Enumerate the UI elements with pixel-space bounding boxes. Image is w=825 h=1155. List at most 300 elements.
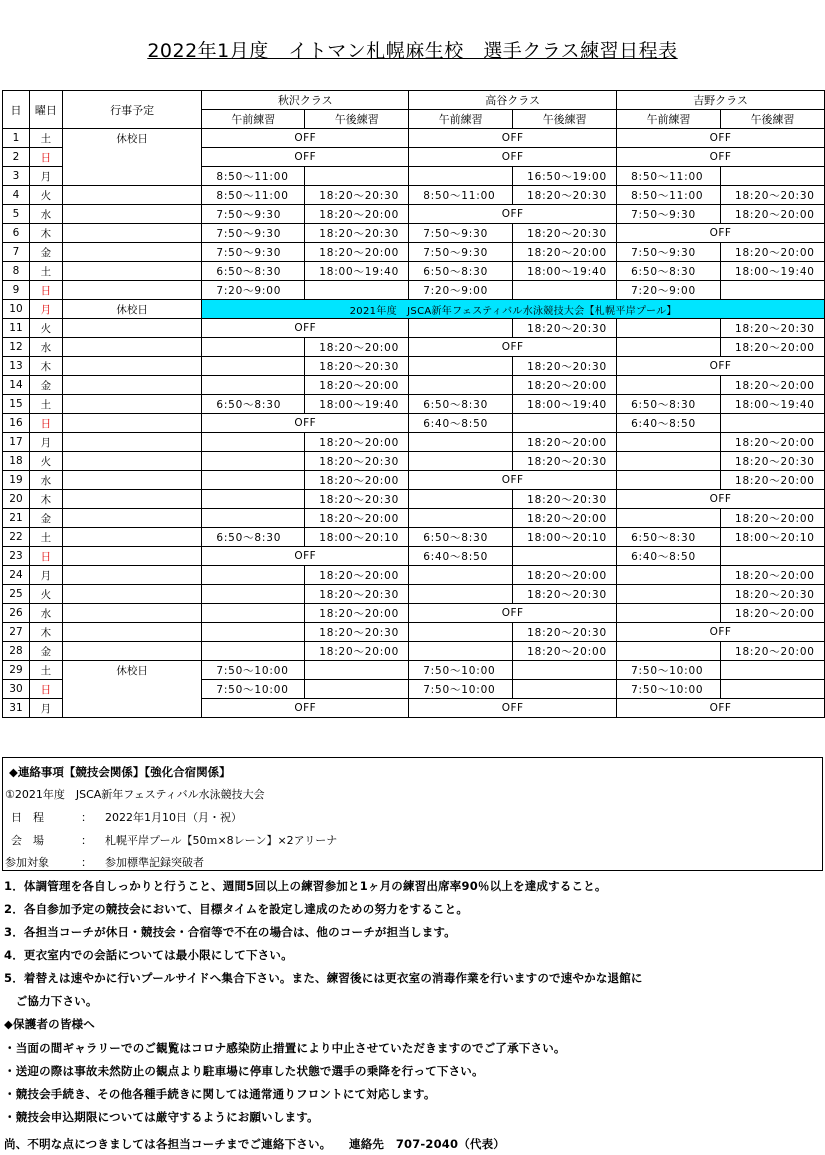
- practice-time: 18:20～20:30: [513, 623, 617, 642]
- day-number: 11: [3, 319, 30, 338]
- practice-time: 18:20～20:30: [720, 452, 824, 471]
- empty-cell: [202, 452, 305, 471]
- weekday: 火: [29, 319, 62, 338]
- off-cell: OFF: [202, 414, 409, 433]
- weekday: 月: [29, 167, 62, 186]
- day-number: 27: [3, 623, 30, 642]
- weekday: 土: [29, 262, 62, 281]
- schedule-table: [2, 90, 825, 718]
- header-class-akizawa: 秋沢クラス: [202, 91, 409, 110]
- rule-line: 1．体調管理を各自しっかりと行うこと、週間5回以上の練習参加と1ヶ月の練習出席率90％以上を達成すること。: [4, 879, 607, 893]
- header-weekday: 曜日: [29, 91, 62, 129]
- day-number: 30: [3, 680, 30, 699]
- practice-time: 16:50～19:00: [513, 167, 617, 186]
- practice-time: 18:20～20:30: [720, 585, 824, 604]
- day-number: 24: [3, 566, 30, 585]
- practice-time: 6:50～8:30: [202, 528, 305, 547]
- empty-cell: [513, 680, 617, 699]
- schedule-row: [3, 661, 825, 680]
- practice-time: 18:00～20:10: [720, 528, 824, 547]
- practice-time: 7:20～9:00: [409, 281, 513, 300]
- notice-label: 参加対象: [5, 856, 49, 869]
- empty-cell: [202, 357, 305, 376]
- empty-cell: [202, 490, 305, 509]
- practice-time: 8:50～11:00: [617, 167, 721, 186]
- weekday: 日: [29, 281, 62, 300]
- practice-time: 18:00～19:40: [720, 395, 824, 414]
- parents-line: ・当面の間ギャラリーでのご観覧はコロナ感染防止措置により中止させていただきますのでご了承下さい。: [4, 1041, 566, 1055]
- rule-line: 3．各担当コーチが休日・競技会・合宿等で不在の場合は、他のコーチが担当します。: [4, 925, 456, 939]
- practice-time: 18:00～20:10: [513, 528, 617, 547]
- practice-time: 18:20～20:30: [305, 186, 409, 205]
- day-number: 6: [3, 224, 30, 243]
- off-cell: OFF: [617, 357, 825, 376]
- header-pm: 午後練習: [513, 110, 617, 129]
- notice-item-venue: [11, 832, 337, 848]
- practice-time: 18:20～20:30: [513, 490, 617, 509]
- practice-time: 18:20～20:30: [513, 186, 617, 205]
- header-pm: 午後練習: [720, 110, 824, 129]
- schedule-row: [3, 433, 825, 452]
- header-row: [3, 91, 825, 110]
- empty-cell: [617, 566, 721, 585]
- day-number: 5: [3, 205, 30, 224]
- empty-cell: [617, 585, 721, 604]
- practice-time: 7:50～9:30: [617, 205, 721, 224]
- event-cell: [62, 623, 201, 642]
- empty-cell: [202, 376, 305, 395]
- practice-time: 6:50～8:30: [409, 528, 513, 547]
- schedule-row: [3, 224, 825, 243]
- notice-meet-name: ①2021年度 JSCA新年フェスティバル水泳競技大会: [5, 788, 265, 801]
- rule-line: 2．各自参加予定の競技会において、目標タイムを設定し達成のための努力をすること。: [4, 902, 469, 916]
- empty-cell: [202, 642, 305, 661]
- practice-time: 18:20～20:30: [305, 357, 409, 376]
- practice-time: 18:20～20:00: [720, 642, 824, 661]
- practice-time: 8:50～11:00: [409, 186, 513, 205]
- day-number: 8: [3, 262, 30, 281]
- empty-cell: [202, 433, 305, 452]
- practice-time: 6:50～8:30: [617, 528, 721, 547]
- off-cell: OFF: [202, 148, 409, 167]
- schedule-row: [3, 357, 825, 376]
- practice-time: 18:20～20:00: [720, 604, 824, 623]
- schedule-row: [3, 509, 825, 528]
- practice-time: 18:20～20:00: [720, 376, 824, 395]
- event-cell: [62, 471, 201, 490]
- practice-time: 18:20～20:00: [305, 205, 409, 224]
- day-number: 20: [3, 490, 30, 509]
- empty-cell: [513, 547, 617, 566]
- practice-time: 18:20～20:00: [720, 205, 824, 224]
- notice-colon: ：: [81, 834, 92, 847]
- empty-cell: [409, 319, 513, 338]
- weekday: 金: [29, 243, 62, 262]
- schedule-row: [3, 623, 825, 642]
- notice-label: 日 程: [11, 811, 44, 824]
- schedule-row: [3, 414, 825, 433]
- header-am: 午前練習: [409, 110, 513, 129]
- empty-cell: [409, 642, 513, 661]
- event-cell: [62, 319, 201, 338]
- day-number: 26: [3, 604, 30, 623]
- day-number: 19: [3, 471, 30, 490]
- empty-cell: [720, 281, 824, 300]
- empty-cell: [513, 281, 617, 300]
- practice-time: 18:20～20:00: [513, 642, 617, 661]
- practice-time: 6:50～8:30: [202, 395, 305, 414]
- event-cell: [62, 490, 201, 509]
- off-cell: OFF: [617, 129, 825, 148]
- weekday: 月: [29, 699, 62, 718]
- notice-value: 参加標準記録突破者: [105, 856, 204, 869]
- empty-cell: [202, 509, 305, 528]
- rule-line: ご協力下さい。: [4, 994, 98, 1008]
- practice-time: 8:50～11:00: [617, 186, 721, 205]
- empty-cell: [202, 604, 305, 623]
- empty-cell: [202, 471, 305, 490]
- notice-box: [2, 757, 823, 871]
- empty-cell: [617, 433, 721, 452]
- day-number: 7: [3, 243, 30, 262]
- weekday: 金: [29, 642, 62, 661]
- day-number: 18: [3, 452, 30, 471]
- empty-cell: [409, 357, 513, 376]
- empty-cell: [409, 376, 513, 395]
- weekday: 金: [29, 376, 62, 395]
- weekday: 日: [29, 148, 62, 167]
- day-number: 17: [3, 433, 30, 452]
- practice-time: 18:20～20:30: [513, 585, 617, 604]
- schedule-row: [3, 490, 825, 509]
- notice-value: 札幌平岸プール【50ｍ×8レーン】×2アリーナ: [105, 834, 338, 847]
- day-number: 4: [3, 186, 30, 205]
- event-cell: [62, 167, 201, 186]
- meet-banner: 2021年度 JSCA新年フェスティバル水泳競技大会【札幌平岸プール】: [202, 300, 825, 319]
- off-cell: OFF: [409, 471, 617, 490]
- parents-heading: ◆保護者の皆様へ: [4, 1017, 95, 1031]
- weekday: 土: [29, 395, 62, 414]
- weekday: 水: [29, 205, 62, 224]
- empty-cell: [305, 167, 409, 186]
- practice-time: 18:20～20:30: [513, 357, 617, 376]
- schedule-row: [3, 205, 825, 224]
- event-cell: 休校日: [62, 129, 201, 148]
- practice-time: 18:20～20:30: [305, 623, 409, 642]
- practice-time: 6:40～8:50: [409, 414, 513, 433]
- practice-time: 18:20～20:00: [305, 509, 409, 528]
- notice-value: 2022年1月10日（月・祝）: [105, 811, 242, 824]
- off-cell: OFF: [409, 148, 617, 167]
- notice-item-date: [11, 809, 242, 825]
- empty-cell: [409, 490, 513, 509]
- practice-time: 7:20～9:00: [202, 281, 305, 300]
- empty-cell: [409, 433, 513, 452]
- event-cell: [62, 395, 201, 414]
- schedule-row: [3, 680, 825, 699]
- empty-cell: [617, 509, 721, 528]
- practice-time: 18:20～20:00: [513, 376, 617, 395]
- event-cell: [62, 699, 201, 718]
- schedule-row: [3, 281, 825, 300]
- weekday: 日: [29, 414, 62, 433]
- practice-time: 7:50～9:30: [202, 243, 305, 262]
- empty-cell: [617, 471, 721, 490]
- empty-cell: [202, 585, 305, 604]
- empty-cell: [617, 338, 721, 357]
- schedule-row: [3, 167, 825, 186]
- empty-cell: [409, 623, 513, 642]
- practice-time: 18:20～20:30: [305, 224, 409, 243]
- weekday: 水: [29, 471, 62, 490]
- practice-time: 18:20～20:30: [513, 224, 617, 243]
- off-cell: OFF: [409, 699, 617, 718]
- day-number: 2: [3, 148, 30, 167]
- practice-time: 18:20～20:00: [720, 566, 824, 585]
- header-class-takaya: 高谷クラス: [409, 91, 617, 110]
- practice-time: 18:00～19:40: [720, 262, 824, 281]
- practice-time: 18:20～20:00: [305, 471, 409, 490]
- schedule-row: [3, 642, 825, 661]
- event-cell: [62, 243, 201, 262]
- parents-line: ・競技会申込期限については厳守するようにお願いします。: [4, 1110, 319, 1124]
- weekday: 月: [29, 300, 62, 319]
- schedule-row: [3, 585, 825, 604]
- event-cell: [62, 509, 201, 528]
- empty-cell: [720, 661, 824, 680]
- off-cell: OFF: [202, 319, 409, 338]
- rule-line: 4．更衣室内での会話については最小限にして下さい。: [4, 948, 293, 962]
- weekday: 土: [29, 129, 62, 148]
- day-number: 3: [3, 167, 30, 186]
- empty-cell: [409, 452, 513, 471]
- day-number: 28: [3, 642, 30, 661]
- day-number: 15: [3, 395, 30, 414]
- header-day: 日: [3, 91, 30, 129]
- practice-time: 8:50～11:00: [202, 186, 305, 205]
- off-cell: OFF: [409, 338, 617, 357]
- practice-time: 18:20～20:00: [513, 243, 617, 262]
- event-cell: [62, 528, 201, 547]
- empty-cell: [409, 509, 513, 528]
- practice-time: 6:50～8:30: [617, 262, 721, 281]
- event-cell: [62, 604, 201, 623]
- practice-time: 7:50～9:30: [202, 224, 305, 243]
- practice-time: 7:50～9:30: [409, 224, 513, 243]
- off-cell: OFF: [202, 547, 409, 566]
- schedule-row: [3, 452, 825, 471]
- header-pm: 午後練習: [305, 110, 409, 129]
- schedule-row: [3, 300, 825, 319]
- empty-cell: [513, 414, 617, 433]
- day-number: 31: [3, 699, 30, 718]
- practice-time: 18:20～20:30: [305, 490, 409, 509]
- day-number: 22: [3, 528, 30, 547]
- practice-time: 6:50～8:30: [409, 395, 513, 414]
- practice-time: 18:20～20:30: [513, 319, 617, 338]
- off-cell: OFF: [202, 699, 409, 718]
- day-number: 21: [3, 509, 30, 528]
- practice-time: 18:20～20:00: [720, 433, 824, 452]
- parents-line: ・送迎の際は事故未然防止の観点より駐車場に停車した状態で選手の乗降を行って下さい。: [4, 1064, 484, 1078]
- practice-time: 18:20～20:00: [720, 338, 824, 357]
- schedule-row: [3, 547, 825, 566]
- practice-time: 18:00～19:40: [305, 395, 409, 414]
- event-cell: [62, 224, 201, 243]
- off-cell: OFF: [617, 148, 825, 167]
- practice-time: 7:20～9:00: [617, 281, 721, 300]
- practice-time: 7:50～10:00: [202, 680, 305, 699]
- notice-colon: ：: [81, 811, 92, 824]
- notice-item-eligibility: [5, 854, 204, 870]
- practice-time: 7:50～9:30: [409, 243, 513, 262]
- schedule-row: [3, 262, 825, 281]
- empty-cell: [409, 585, 513, 604]
- day-number: 10: [3, 300, 30, 319]
- schedule-row: [3, 243, 825, 262]
- schedule-row: [3, 148, 825, 167]
- contact-line: 尚、不明な点につきましては各担当コーチまでご連絡下さい。 連絡先 707-2040（代表）: [4, 1137, 506, 1151]
- off-cell: OFF: [409, 604, 617, 623]
- header-am: 午前練習: [617, 110, 721, 129]
- schedule-row: [3, 395, 825, 414]
- schedule-row: [3, 319, 825, 338]
- practice-time: 6:40～8:50: [617, 547, 721, 566]
- practice-time: 18:20～20:00: [513, 433, 617, 452]
- rule-line: 5．着替えは速やかに行いプールサイドへ集合下さい。また、練習後には更衣室の消毒作業を行いますので速やかな退館に: [4, 971, 643, 985]
- empty-cell: [617, 319, 721, 338]
- practice-time: 18:00～20:10: [305, 528, 409, 547]
- event-cell: [62, 205, 201, 224]
- empty-cell: [305, 661, 409, 680]
- header-event: 行事予定: [62, 91, 201, 129]
- schedule-row: [3, 376, 825, 395]
- practice-time: 18:20～20:00: [305, 376, 409, 395]
- schedule-row: [3, 186, 825, 205]
- event-cell: 休校日: [62, 300, 201, 319]
- weekday: 月: [29, 566, 62, 585]
- off-cell: OFF: [617, 623, 825, 642]
- event-cell: [62, 281, 201, 300]
- weekday: 木: [29, 490, 62, 509]
- empty-cell: [617, 604, 721, 623]
- practice-time: 6:40～8:50: [617, 414, 721, 433]
- day-number: 1: [3, 129, 30, 148]
- weekday: 火: [29, 452, 62, 471]
- day-number: 25: [3, 585, 30, 604]
- event-cell: [62, 433, 201, 452]
- empty-cell: [720, 680, 824, 699]
- practice-time: 18:20～20:00: [305, 338, 409, 357]
- weekday: 日: [29, 680, 62, 699]
- event-cell: [62, 186, 201, 205]
- event-cell: [62, 262, 201, 281]
- weekday: 水: [29, 338, 62, 357]
- off-cell: OFF: [617, 224, 825, 243]
- practice-time: 7:50～9:30: [617, 243, 721, 262]
- practice-time: 7:50～10:00: [617, 680, 721, 699]
- notice-label: 会 場: [11, 834, 44, 847]
- off-cell: OFF: [409, 129, 617, 148]
- empty-cell: [513, 661, 617, 680]
- day-number: 29: [3, 661, 30, 680]
- empty-cell: [409, 167, 513, 186]
- practice-time: 18:00～19:40: [513, 262, 617, 281]
- event-cell: [62, 376, 201, 395]
- weekday: 木: [29, 357, 62, 376]
- weekday: 土: [29, 528, 62, 547]
- empty-cell: [617, 452, 721, 471]
- practice-time: 18:20～20:30: [513, 452, 617, 471]
- empty-cell: [720, 167, 824, 186]
- off-cell: OFF: [409, 205, 617, 224]
- practice-time: 18:20～20:00: [720, 509, 824, 528]
- practice-time: 8:50～11:00: [202, 167, 305, 186]
- practice-time: 7:50～10:00: [409, 680, 513, 699]
- event-cell: [62, 357, 201, 376]
- event-cell: [62, 414, 201, 433]
- day-number: 12: [3, 338, 30, 357]
- schedule-row: [3, 566, 825, 585]
- off-cell: OFF: [617, 490, 825, 509]
- schedule-row: [3, 604, 825, 623]
- practice-time: 18:00～19:40: [513, 395, 617, 414]
- practice-time: 18:20～20:00: [305, 566, 409, 585]
- event-cell: [62, 338, 201, 357]
- empty-cell: [305, 680, 409, 699]
- event-cell: [62, 547, 201, 566]
- practice-time: 7:50～10:00: [409, 661, 513, 680]
- practice-time: 18:20～20:30: [305, 452, 409, 471]
- header-am: 午前練習: [202, 110, 305, 129]
- practice-time: 18:20～20:30: [305, 585, 409, 604]
- day-number: 16: [3, 414, 30, 433]
- practice-time: 7:50～9:30: [202, 205, 305, 224]
- practice-time: 7:50～10:00: [617, 661, 721, 680]
- weekday: 火: [29, 186, 62, 205]
- weekday: 木: [29, 623, 62, 642]
- empty-cell: [202, 566, 305, 585]
- schedule-row: [3, 338, 825, 357]
- parents-line: ・競技会手続き、その他各種手続きに関しては通常通りフロントにて対応します。: [4, 1087, 436, 1101]
- day-number: 13: [3, 357, 30, 376]
- empty-cell: [202, 623, 305, 642]
- practice-time: 6:50～8:30: [409, 262, 513, 281]
- weekday: 火: [29, 585, 62, 604]
- weekday: 金: [29, 509, 62, 528]
- weekday: 水: [29, 604, 62, 623]
- schedule-row: [3, 699, 825, 718]
- page-title: 2022年1月度 イトマン札幌麻生校 選手クラス練習日程表: [147, 40, 678, 62]
- practice-time: 18:20～20:00: [305, 243, 409, 262]
- schedule-row: [3, 129, 825, 148]
- weekday: 日: [29, 547, 62, 566]
- practice-time: 18:20～20:00: [305, 604, 409, 623]
- empty-cell: [720, 547, 824, 566]
- schedule-row: [3, 528, 825, 547]
- day-number: 14: [3, 376, 30, 395]
- day-number: 23: [3, 547, 30, 566]
- off-cell: OFF: [202, 129, 409, 148]
- empty-cell: [720, 414, 824, 433]
- event-cell: [62, 585, 201, 604]
- empty-cell: [617, 642, 721, 661]
- practice-time: 18:00～19:40: [305, 262, 409, 281]
- event-cell: [62, 642, 201, 661]
- empty-cell: [305, 281, 409, 300]
- practice-time: 18:20～20:00: [720, 243, 824, 262]
- notice-colon: ：: [81, 856, 92, 869]
